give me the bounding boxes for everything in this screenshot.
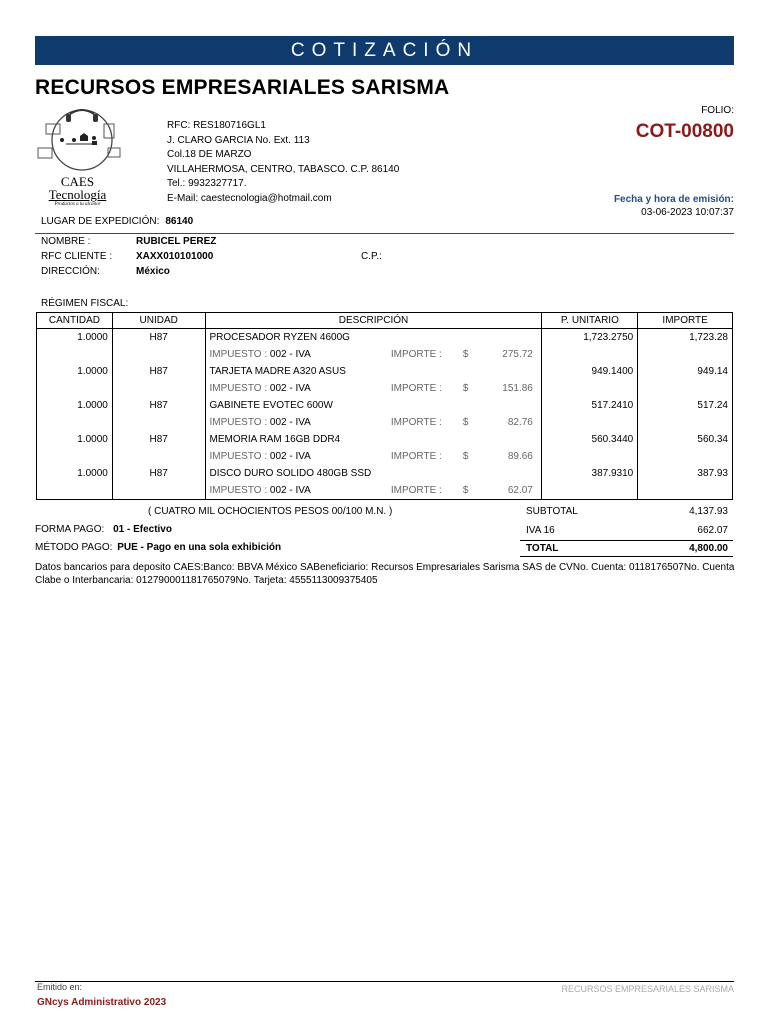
item-quantity: 1.0000	[37, 329, 113, 347]
empty-cell	[37, 482, 113, 500]
item-amount: 949.14	[638, 363, 733, 380]
item-unit-price: 1,723.2750	[542, 329, 638, 347]
empty-cell	[638, 380, 733, 397]
item-unit: H87	[112, 431, 205, 448]
empty-cell	[37, 414, 113, 431]
footer-divider	[35, 981, 734, 982]
item-amount: 560.34	[638, 431, 733, 448]
emitter-address-line: VILLAHERMOSA, CENTRO, TABASCO. C.P. 86140	[167, 163, 400, 175]
column-header: P. UNITARIO	[542, 313, 638, 329]
emission-date-value: 03-06-2023 10:07:37	[641, 207, 734, 218]
emission-date-label: Fecha y hora de emisión:	[613, 194, 734, 205]
item-description: TARJETA MADRE A320 ASUS	[205, 363, 542, 380]
item-unit: H87	[112, 465, 205, 482]
item-unit: H87	[112, 363, 205, 380]
client-name-label: NOMBRE :	[41, 236, 91, 247]
empty-cell	[542, 482, 638, 500]
folio-value: COT-00800	[635, 121, 734, 142]
iva-row: IVA 16 662.07	[526, 525, 728, 536]
empty-cell	[542, 448, 638, 465]
subtotal-row: SUBTOTAL 4,137.93	[526, 506, 728, 517]
empty-cell	[638, 346, 733, 363]
item-quantity: 1.0000	[37, 363, 113, 380]
empty-cell	[112, 414, 205, 431]
client-name: RUBICEL PEREZ	[136, 236, 217, 247]
table-row-tax	[37, 448, 733, 465]
item-unit-price: 949.1400	[542, 363, 638, 380]
footer-emitted-label: Emitido en:	[37, 982, 83, 992]
item-tax: IMPUESTO : 002 - IVA IMPORTE : $ 89.66	[205, 448, 542, 465]
item-tax: IMPUESTO : 002 - IVA IMPORTE : $ 275.72	[205, 346, 542, 363]
emitter-address-line: Col.18 DE MARZO	[167, 149, 252, 160]
item-tax: IMPUESTO : 002 - IVA IMPORTE : $ 82.76	[205, 414, 542, 431]
item-quantity: 1.0000	[37, 431, 113, 448]
item-unit-price: 517.2410	[542, 397, 638, 414]
emitter-rfc: RFC: RES180716GL1	[167, 120, 266, 131]
empty-cell	[112, 448, 205, 465]
item-quantity: 1.0000	[37, 465, 113, 482]
item-quantity: 1.0000	[37, 397, 113, 414]
section-divider	[35, 233, 734, 234]
column-header: UNIDAD	[112, 313, 205, 329]
client-address-label: DIRECCIÓN:	[41, 266, 100, 277]
total-row: TOTAL 4,800.00	[520, 540, 733, 557]
empty-cell	[112, 346, 205, 363]
client-address: México	[136, 266, 170, 277]
item-tax: IMPUESTO : 002 - IVA IMPORTE : $ 151.86	[205, 380, 542, 397]
empty-cell	[542, 414, 638, 431]
item-description: PROCESADOR RYZEN 4600G	[205, 329, 542, 347]
empty-cell	[37, 448, 113, 465]
item-amount: 517.24	[638, 397, 733, 414]
column-header: IMPORTE	[638, 313, 733, 329]
forma-pago: FORMA PAGO: 01 - Efectivo	[35, 524, 172, 535]
folio-label: FOLIO:	[701, 105, 734, 116]
company-name: RECURSOS EMPRESARIALES SARISMA	[35, 76, 450, 99]
table-row-tax	[37, 482, 733, 500]
item-unit: H87	[112, 397, 205, 414]
items-body	[37, 329, 733, 500]
empty-cell	[37, 380, 113, 397]
emitter-info	[167, 119, 399, 206]
item-unit-price: 387.9310	[542, 465, 638, 482]
item-description: GABINETE EVOTEC 600W	[205, 397, 542, 414]
footer-brand: GNcys Administrativo 2023	[37, 997, 167, 1008]
column-header: CANTIDAD	[37, 313, 113, 329]
emitter-address-line: J. CLARO GARCIA No. Ext. 113	[167, 134, 310, 146]
item-amount: 1,723.28	[638, 329, 733, 347]
column-header: DESCRIPCIÓN	[205, 313, 542, 329]
item-unit-price: 560.3440	[542, 431, 638, 448]
item-description: MEMORIA RAM 16GB DDR4	[205, 431, 542, 448]
logo-text: CAES Tecnología Productos a tu alcance	[48, 174, 107, 207]
table-row	[37, 363, 733, 380]
table-row	[37, 397, 733, 414]
table-row-tax	[37, 346, 733, 363]
empty-cell	[638, 414, 733, 431]
empty-cell	[542, 380, 638, 397]
item-amount: 387.93	[638, 465, 733, 482]
client-rfc: XAXX010101000	[136, 251, 214, 262]
table-row	[37, 465, 733, 482]
table-row	[37, 329, 733, 347]
table-row-tax	[37, 380, 733, 397]
empty-cell	[542, 346, 638, 363]
item-tax: IMPUESTO : 002 - IVA IMPORTE : $ 62.07	[205, 482, 542, 500]
table-row-tax	[37, 414, 733, 431]
item-description: DISCO DURO SOLIDO 480GB SSD	[205, 465, 542, 482]
client-cp-label: C.P.:	[361, 251, 382, 262]
table-row	[37, 431, 733, 448]
emitter-phone: Tel.: 9932327717.	[167, 178, 247, 189]
empty-cell	[37, 346, 113, 363]
table-header	[37, 313, 733, 329]
amount-in-words: ( CUATRO MIL OCHOCIENTOS PESOS 00/100 M.N. )	[148, 506, 393, 517]
emitter-email: E-Mail: caestecnologia@hotmail.com	[167, 192, 332, 204]
item-unit: H87	[112, 329, 205, 347]
company-logo	[36, 100, 154, 212]
document-title: COTIZACIÓN	[35, 36, 734, 65]
empty-cell	[638, 482, 733, 500]
empty-cell	[112, 482, 205, 500]
empty-cell	[112, 380, 205, 397]
metodo-pago: MÉTODO PAGO: PUE - Pago en una sola exhibición	[35, 542, 282, 553]
items-table	[36, 312, 733, 500]
empty-cell	[638, 448, 733, 465]
client-rfc-label: RFC CLIENTE :	[41, 251, 113, 262]
bank-info: Datos bancarios para deposito CAES:Banco: BBVA México SABeneficiario: Recursos Empresariales Sarisma SAS de CVNo. Cuenta: 0118176507No. Cuenta Clabe o Interbancaria: 012790001181765079No. Tarjeta: 4555113009375405	[35, 562, 735, 586]
lugar-expedicion: LUGAR DE EXPEDICIÓN: 86140	[41, 216, 194, 227]
footer-company: RECURSOS EMPRESARIALES SARISMA	[561, 984, 734, 994]
regimen-fiscal-label: RÉGIMEN FISCAL:	[41, 298, 129, 309]
